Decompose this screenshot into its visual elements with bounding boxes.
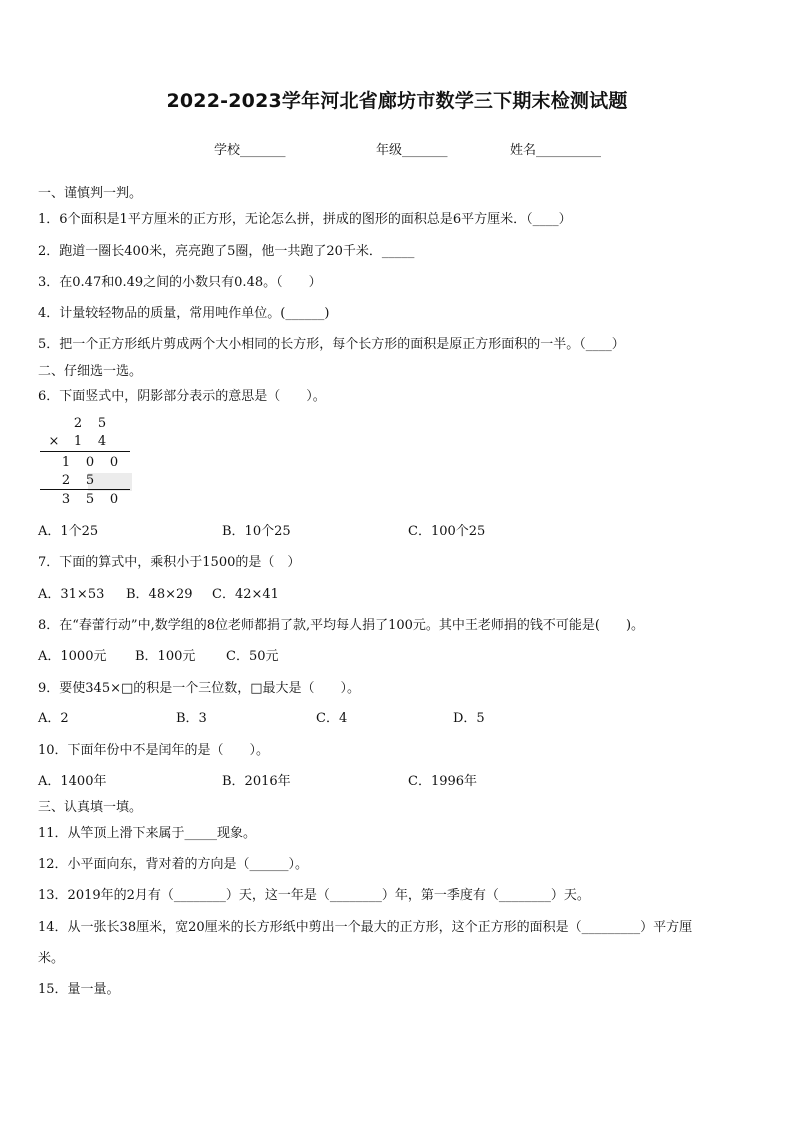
question-14: 14．从一张长38厘米，宽20厘米的长方形纸中剪出一个最大的正方形，这个正方形的面积是（_________）平方厘 xyxy=(38,920,693,935)
q9-option-b: B．3 xyxy=(176,711,207,726)
q9-option-c: C．4 xyxy=(316,711,348,726)
q7-option-a: A．31×53 xyxy=(38,587,105,602)
q6-option-c: C．100个25 xyxy=(408,524,486,539)
calc-digit: 0 xyxy=(85,455,95,470)
question-11: 11．从竿顶上滑下来属于_____现象。 xyxy=(38,826,257,841)
q8-option-b: B．100元 xyxy=(135,649,196,664)
calc-digit: × xyxy=(48,434,60,449)
q7-option-c: C．42×41 xyxy=(212,587,279,602)
vertical-multiplication xyxy=(38,413,138,513)
section-heading-2: 二、仔细选一选。 xyxy=(38,364,143,379)
question-1: 1．6个面积是1平方厘米的正方形，无论怎么拼，拼成的图形的面积总是6平方厘米．（____） xyxy=(38,212,572,227)
q10-option-b: B．2016年 xyxy=(222,774,291,789)
question-14-continued: 米。 xyxy=(38,951,65,966)
calc-digit: 4 xyxy=(97,434,107,449)
calc-digit: 1 xyxy=(61,455,71,470)
section-heading-3: 三、认真填一填。 xyxy=(38,800,143,815)
question-13: 13．2019年的2月有（________）天，这一年是（________）年，第一季度有（________）天。 xyxy=(38,888,590,903)
calc-row-multiplicand xyxy=(42,416,114,434)
calc-rule xyxy=(40,489,130,490)
q6-option-a: A．1个25 xyxy=(38,524,99,539)
q10-option-a: A．1400年 xyxy=(38,774,107,789)
calc-digit: 0 xyxy=(109,492,119,507)
question-9: 9．要使345×□的积是一个三位数，□最大是（ ）。 xyxy=(38,681,361,696)
calc-digit: 3 xyxy=(61,492,71,507)
calc-digit: 0 xyxy=(109,455,119,470)
q8-option-a: A．1000元 xyxy=(38,649,107,664)
page-title: 2022-2023学年河北省廊坊市数学三下期末检测试题 xyxy=(166,90,628,112)
q9-option-d: D．5 xyxy=(453,711,485,726)
question-5: 5．把一个正方形纸片剪成两个大小相同的长方形，每个长方形的面积是原正方形面积的一半。（____） xyxy=(38,337,625,352)
question-7: 7．下面的算式中，乘积小于1500的是（ ） xyxy=(38,555,301,570)
grade-field: 年级_______ xyxy=(376,143,448,158)
question-6: 6．下面竖式中，阴影部分表示的意思是（ ）。 xyxy=(38,389,326,404)
question-15: 15．量一量。 xyxy=(38,982,120,997)
question-4: 4．计量较轻物品的质量，常用吨作单位。(______) xyxy=(38,306,330,321)
question-8: 8．在“春蕾行动”中,数学组的8位老师都捐了款,平均每人捐了100元。其中王老师捐的钱不可能是( )。 xyxy=(38,618,645,633)
calc-rule xyxy=(40,451,130,452)
q7-option-b: B．48×29 xyxy=(126,587,193,602)
calc-digit: 5 xyxy=(85,492,95,507)
question-12: 12．小平面向东，背对着的方向是（______）。 xyxy=(38,857,309,872)
question-10: 10．下面年份中不是闰年的是（ ）。 xyxy=(38,743,270,758)
name-field: 姓名__________ xyxy=(510,143,602,158)
calc-digit: 5 xyxy=(97,416,107,431)
calc-row-multiplier xyxy=(42,434,114,452)
q9-option-a: A．2 xyxy=(38,711,69,726)
calc-digit: 5 xyxy=(85,473,95,488)
q6-option-b: B．10个25 xyxy=(222,524,291,539)
calc-row-partial-1 xyxy=(54,455,126,473)
q8-option-c: C．50元 xyxy=(226,649,279,664)
calc-digit: 2 xyxy=(61,473,71,488)
calc-digit: 2 xyxy=(73,416,83,431)
school-field: 学校_______ xyxy=(214,143,286,158)
calc-digit: 1 xyxy=(73,434,83,449)
q10-option-c: C．1996年 xyxy=(408,774,478,789)
section-heading-1: 一、谨慎判一判。 xyxy=(38,186,143,201)
question-3: 3．在0.47和0.49之间的小数只有0.48。（ ） xyxy=(38,275,322,290)
question-2: 2．跑道一圈长400米，亮亮跑了5圈，他一共跑了20千米．_____ xyxy=(38,244,415,259)
calc-row-product xyxy=(54,492,126,510)
